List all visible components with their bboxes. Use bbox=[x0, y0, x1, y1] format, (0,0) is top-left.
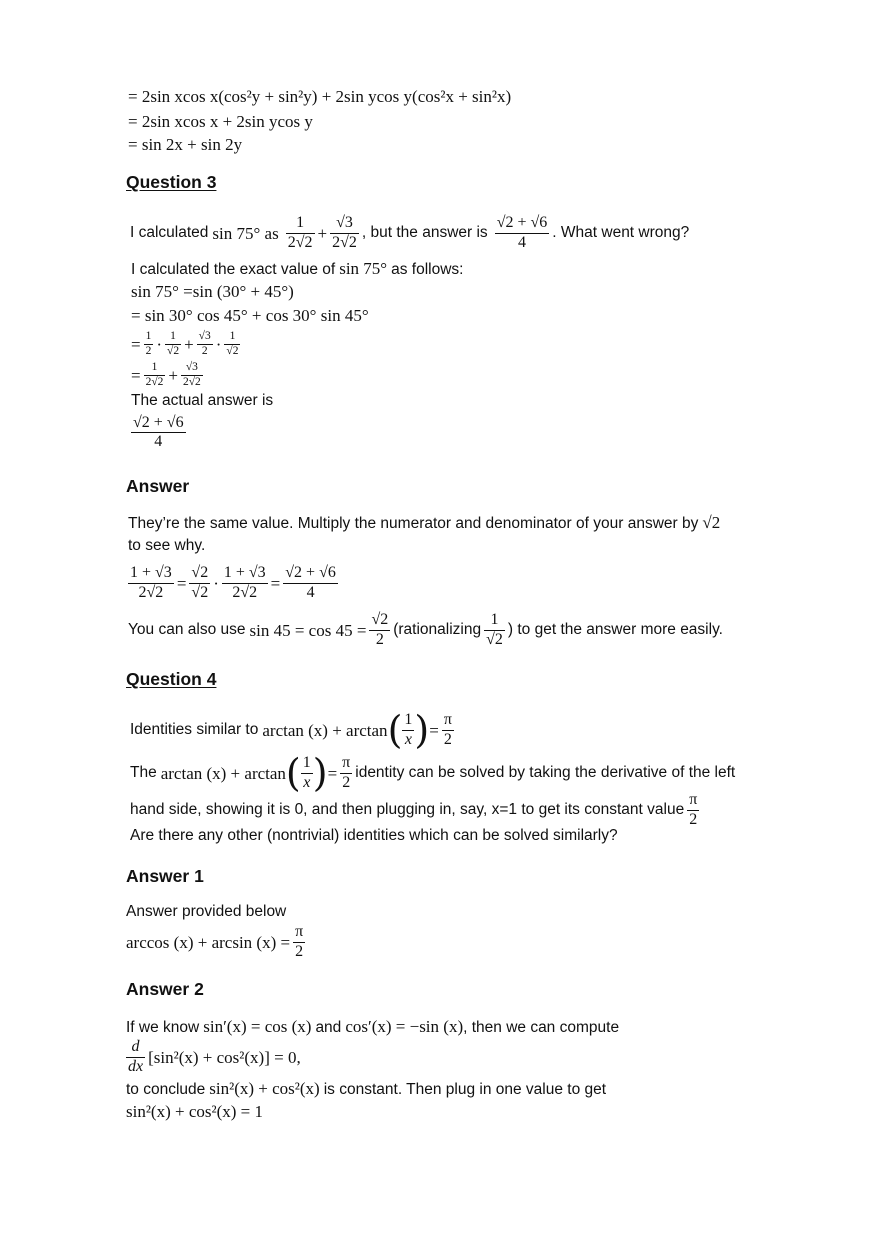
q3-title-line: I calculated sin 75° as $\frac{1}{2√2}$ + $\frac{√3}{2√2}$ , but the answer is $\frac{√2 + √6}{4}$ . What went wrong? bbox=[130, 214, 690, 251]
q2-line-3 bbox=[128, 136, 242, 153]
q3-answer-line-2: to see why. bbox=[128, 537, 206, 554]
q3-actual-fraction: $\frac{√2 + √6}{4}$ bbox=[133, 414, 184, 451]
q3-eq-1: sin 75° =sin (30° + 45°) bbox=[131, 282, 294, 301]
q4-answer2-line-3: to conclude sin²(x) + cos²(x) is constant. Then plug in one value to get bbox=[126, 1079, 607, 1098]
q4-answer2-line-2: $\frac{d}{dx}$ [sin²(x) + cos²(x)] = 0, bbox=[128, 1038, 301, 1075]
q4-body-line-2: hand side, showing it is 0, and then plugging in, say, x=1 to get its constant value $\frac{\pi}{2}$ bbox=[130, 791, 698, 828]
q4-answer2-heading: Answer 2 bbox=[126, 979, 204, 999]
q2-eq-2: = 2sin xcos x + 2sin ycos y bbox=[128, 112, 313, 131]
q3-answer-line-1: They’re the same value. Multiply the numerator and denominator of your answer by √2 bbox=[128, 513, 721, 532]
q4-answer2-line-1: If we know sin′(x) = cos (x) and cos′(x) = −sin (x), then we can compute bbox=[126, 1017, 620, 1036]
q3-answer-equation: $\frac{1 + √3}{2√2}$ = $\frac{√2}{√2}$ · $\frac{1 + √3}{2√2}$ = $\frac{√2 + √6}{4}$ bbox=[130, 564, 336, 601]
q3-answer-heading: Answer bbox=[126, 476, 190, 496]
q4-answer1-heading: Answer 1 bbox=[126, 866, 204, 886]
q3-body-1: I calculated the exact value of sin 75° as follows: bbox=[131, 259, 464, 278]
q3-heading: Question 3 bbox=[126, 172, 217, 192]
q3-eq-4: = $\frac{1}{2√2}$ + $\frac{√3}{2√2}$ bbox=[131, 361, 201, 388]
q3-eq-2: = sin 30° cos 45° + cos 30° sin 45° bbox=[131, 306, 369, 325]
q3-eq-3: = $\frac{1}{2}$ · $\frac{1}{√2}$ + $\frac{√3}{2}$ · $\frac{1}{√2}$ bbox=[131, 330, 239, 357]
q2-eq-3: = sin 2x + sin 2y bbox=[128, 135, 243, 154]
q4-answer1-text: Answer provided below bbox=[126, 903, 287, 920]
fraction-1-over-2r2: $\frac{1}{2√2}$ bbox=[287, 214, 313, 251]
fraction-r3-over-2r2: $\frac{√3}{2√2}$ bbox=[332, 214, 357, 251]
q4-answer2-line-4: sin²(x) + cos²(x) = 1 bbox=[126, 1102, 264, 1121]
q4-body-line-1: The arctan (x) + arctan ( $\frac{1}{x}$ ) = $\frac{\pi}{2}$ identity can be solved by taking the derivative of the left bbox=[130, 751, 736, 795]
q2-line-2 bbox=[128, 113, 313, 130]
q4-heading: Question 4 bbox=[126, 669, 217, 689]
q4-answer1-equation: arccos (x) + arcsin (x) = $\frac{\pi}{2}$ bbox=[126, 923, 304, 960]
q4-title-line: Identities similar to arctan (x) + arctan ( $\frac{1}{x}$ ) = $\frac{\pi}{2}$ bbox=[130, 708, 452, 752]
q4-body-line-3: Are there any other (nontrivial) identities which can be solved similarly? bbox=[130, 827, 618, 844]
q3-actual-label: The actual answer is bbox=[131, 392, 274, 409]
q2-eq-1: = 2sin xcos x(cos²y + sin²y) + 2sin ycos y(cos²x + sin²x) bbox=[128, 87, 512, 106]
q2-line-1 bbox=[128, 88, 511, 105]
fraction-r2r6-over-4: $\frac{√2 + √6}{4}$ bbox=[496, 214, 548, 251]
q3-answer-line-3: You can also use sin 45 = cos 45 = $\frac{√2}{2}$ (rationalizing $\frac{1}{√2}$ ) to get the answer more easily. bbox=[128, 611, 723, 648]
